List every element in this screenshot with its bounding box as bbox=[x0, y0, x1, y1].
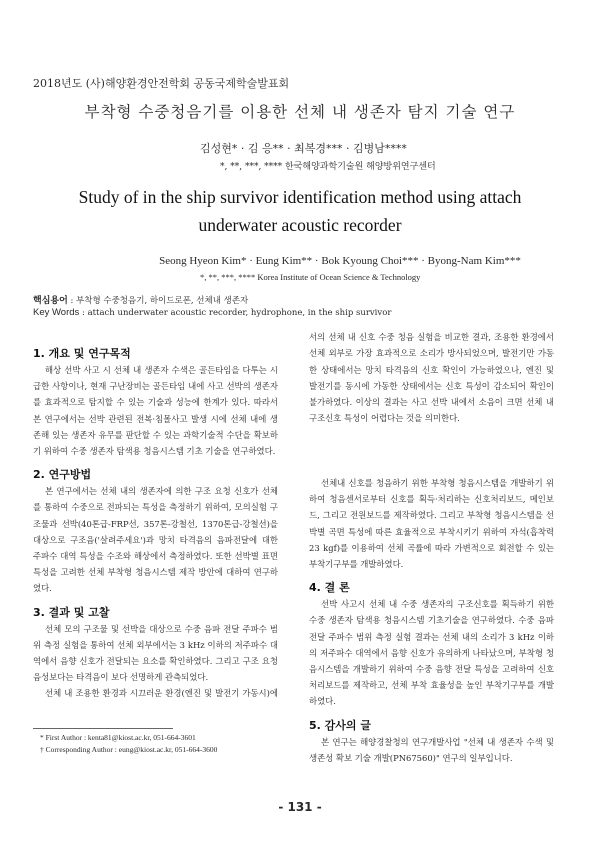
footnote-divider bbox=[33, 728, 173, 729]
section-3-body-2: 선체 내 조용한 환경과 시끄러운 환경(엔진 및 발전기 가동시)에 bbox=[45, 688, 278, 699]
section-4 bbox=[309, 580, 554, 709]
section-2-body: 본 연구에서는 선체 내의 생존자에 의한 구조 요청 신호가 선체를 통하여 수중으로 전파되는 특성을 측정하기 위하여, 모의실험 구조물과 선박(40톤급-FRP선, 357톤-강철선, 1370톤급-강철선)을 대상으로 구조음('살려주세요')과 망치 타격음의 음파전달에 대한 주파수 대역 특성을 수조와 해상에서 측정하였다. 또한 선박별 표면 특성을 고려한 선체 부착형 청음시스템 제작 방안에 대하여 연구하였다. bbox=[33, 486, 278, 594]
section-5-heading: 5. 감사의 글 bbox=[309, 718, 371, 732]
footnote-corresponding-author: † Corresponding Author : eung@kiost.ac.kr, 051-664-3600 bbox=[40, 745, 218, 754]
keywords-label-korean: 핵심용어 bbox=[33, 296, 68, 306]
section-3-body-2-start bbox=[33, 685, 278, 701]
keywords-text-korean: : 부착형 수중청음기, 하이드로폰, 선체내 생존자 bbox=[67, 296, 249, 306]
section-3 bbox=[33, 605, 278, 702]
section-3-body-1: 선체 모의 구조물 및 선박을 대상으로 수중 음파 전달 주파수 범위 측정 실험을 통하여 선체 외부에서는 3 kHz 이하의 저주파수 대역에서 음향 신호가 전달되는 요소를 확인하였다. 그리고 구조 요청 음성보다는 타격음이 보다 선명하게 관측되었다. bbox=[33, 623, 278, 683]
section-4-body: 선박 사고시 선체 내 수중 생존자의 구조신호를 획득하기 위한 수중 생존자 탐색용 청음시스템 기초기술을 연구하였다. 수중 음파 전달 주파수 범위 측정 실험 결과는 선체 내의 소리가 3 kHz 이하의 저주파수 대역에서 음향 신호가 유의하게 나타났으며, 부착형 청음시스템을 개발하기 위하여 수중 음향 전달 특성을 고려하여 신호처리보드를 제작하고, 선체 부착 효율성을 높인 부착기구부를 개발하였다. bbox=[309, 599, 554, 707]
title-korean: 부착형 수중청음기를 이용한 선체 내 생존자 탐지 기술 연구 bbox=[84, 103, 516, 121]
section-4-heading: 4. 결 론 bbox=[309, 581, 350, 595]
section-3-body-2-continued bbox=[309, 329, 554, 475]
section-1-heading: 1. 개요 및 연구목적 bbox=[33, 347, 131, 360]
keywords-english bbox=[33, 307, 563, 318]
section-1-body: 해상 선박 사고 시 선체 내 생존자 수색은 골든타임을 다투는 시급한 사항이나, 현재 구난장비는 골든타임 내에 사고 선박의 생존자를 효과적으로 탐지할 수 있는 기술과 성능에 한계가 있다. 따라서 본 연구에서는 선박 관련된 전복·침몰사고 발생 시에 선체 내에 생존해 있는 생존자 유무를 판단할 수 있는 과학기술적 수단을 확보하기 위하여 수중 생존자 탐색용 청음시스템 기초 기술을 연구하였다. bbox=[33, 365, 278, 457]
affiliation-english: *, **, ***, **** Korea Institute of Ocean Science & Technology bbox=[200, 272, 421, 282]
footnote-first-author: * First Author : kenta81@kiost.ac.kr, 051-664-3601 bbox=[40, 733, 196, 742]
authors-korean: 김성현* · 김 응** · 최복경*** · 김병남**** bbox=[200, 142, 407, 155]
section-3-body-2-copy: 서의 선체 내 신호 수중 청음 실험을 비교한 결과, 조용한 환경에서 선체 외부로 가장 효과적으로 소리가 방사되었으며, 발전기만 가동한 상태에서는 망치 타격음의 신호 확인이 가능하였으나, 엔진 및 발전기를 동시에 가동한 상태에서는 신호 특성이 감소되어 확인이 불가하였다. 이상의 결과는 사고 선박 내에서 소음이 크면 선체 내 구조신호 특성이 어렵다는 것을 의미한다. bbox=[309, 332, 554, 424]
affiliation-korean: *, **, ***, **** 한국해양과학기술원 해양방위연구센터 bbox=[220, 162, 436, 172]
keywords-label-english: Key Words bbox=[33, 307, 80, 318]
conference-header: 2018년도 (사)해양환경안전학회 공동국제학술발표회 bbox=[33, 77, 290, 90]
section-3-body-3: 선체내 신호를 청음하기 위한 부착형 청음시스템을 개발하기 위하여 청음센서로부터 신호를 획득·처리하는 신호처리보드, 메인보드, 그리고 전원보드를 제작하였다. 그리고 부착형 청음시스템을 선박별 곡면 특성에 따른 효율적으로 부착시키기 위하여 자석(흡착력 23 kgf)를 이용하여 선체 곡률에 따라 가변적으로 회전할 수 있는 부착기구부를 개발하였다. bbox=[309, 478, 554, 570]
authors-english: Seong Hyeon Kim* · Eung Kim** · Bok Kyoung Choi*** · Byong-Nam Kim*** bbox=[159, 255, 521, 267]
right-column bbox=[309, 329, 554, 774]
section-2 bbox=[33, 467, 278, 596]
left-column bbox=[33, 346, 278, 709]
section-2-heading: 2. 연구방법 bbox=[33, 468, 92, 482]
keywords-korean bbox=[33, 293, 563, 306]
keywords-text-english: : attach underwater acoustic recorder, hydrophone, in the ship survivor bbox=[79, 308, 392, 318]
page-number: - 131 - bbox=[278, 800, 322, 814]
section-1 bbox=[33, 346, 278, 459]
section-5-body: 본 연구는 해양경찰청의 연구개발사업 "선체 내 생존자 수색 및 생존성 확보 기술 개발(PN67560)" 연구의 일부입니다. bbox=[309, 736, 554, 763]
section-3-heading: 3. 결과 및 고찰 bbox=[33, 605, 110, 619]
section-3-continued bbox=[309, 329, 554, 572]
section-5 bbox=[309, 718, 554, 766]
title-english: Study of in the ship survivor identification method using attach underwater acoustic recorder bbox=[78, 187, 522, 235]
